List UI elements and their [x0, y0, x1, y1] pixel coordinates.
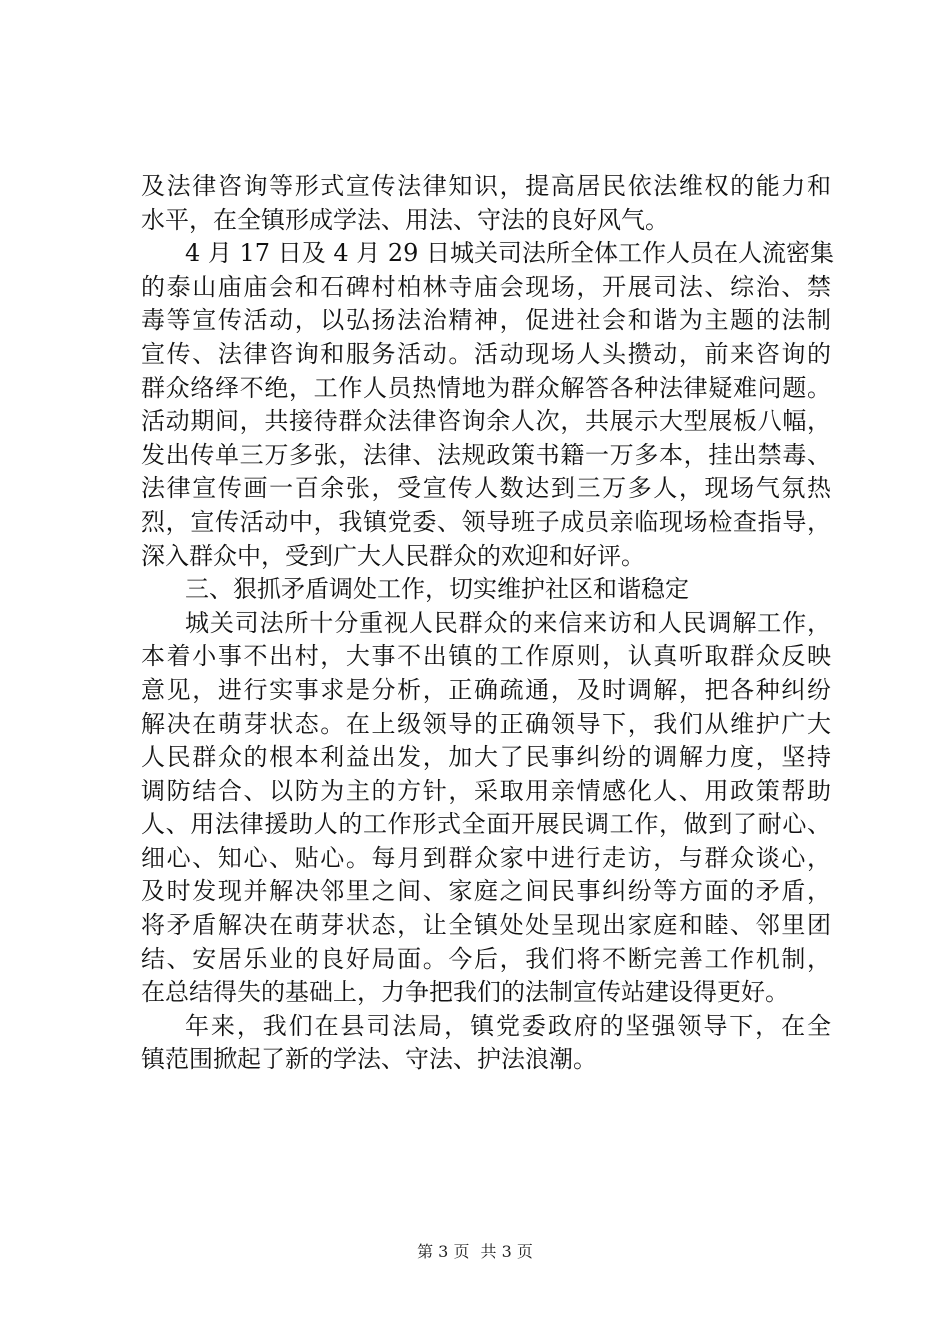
text-line: 发出传单三万多张，法律、法规政策书籍一万多本，挂出禁毒、 [141, 440, 831, 469]
text-line: 镇范围掀起了新的学法、守法、护法浪潮。 [141, 1045, 597, 1074]
text-line: 细心、知心、贴心。每月到群众家中进行走访，与群众谈心， [141, 843, 831, 872]
text-line: 深入群众中，受到广大人民群众的欢迎和好评。 [141, 541, 645, 570]
text-line: 结、安居乐业的良好局面。今后，我们将不断完善工作机制， [141, 944, 831, 973]
text-line: 将矛盾解决在萌芽状态，让全镇处处呈现出家庭和睦、邻里团 [141, 911, 831, 940]
text-line: 解决在萌芽状态。在上级领导的正确领导下，我们从维护广大 [141, 709, 831, 738]
page-total: 共 3 页 [480, 1242, 533, 1261]
text-line: 意见，进行实事求是分析，正确疏通，及时调解，把各种纠纷 [141, 675, 831, 704]
text-line: 活动期间，共接待群众法律咨询余人次，共展示大型展板八幅， [141, 407, 831, 436]
page-number: 第 3 页 [417, 1242, 470, 1261]
text-line: 的泰山庙庙会和石碑村柏林寺庙会现场，开展司法、综治、禁 [141, 272, 831, 301]
text-line: 及法律咨询等形式宣传法律知识，提高居民依法维权的能力和 [141, 172, 831, 200]
text-line: 群众络绎不绝，工作人员热情地为群众解答各种法律疑难问题。 [141, 373, 831, 402]
text-line: 调防结合、以防为主的方针，采取用亲情感化人、用政策帮助 [141, 776, 831, 805]
text-line: 水平，在全镇形成学法、用法、守法的良好风气。 [141, 205, 669, 234]
text-line: 4 月 17 日及 4 月 29 日城关司法所全体工作人员在人流密集 [185, 239, 835, 268]
text-line: 及时发现并解决邻里之间、家庭之间民事纠纷等方面的矛盾， [141, 877, 831, 906]
text-line: 毒等宣传活动，以弘扬法治精神，促进社会和谐为主题的法制 [141, 306, 831, 335]
text-line: 人、用法律援助人的工作形式全面开展民调工作，做到了耐心、 [141, 810, 831, 839]
text-line: 人民群众的根本利益出发，加大了民事纠纷的调解力度，坚持 [141, 743, 831, 772]
text-line: 年来，我们在县司法局，镇党委政府的坚强领导下，在全 [185, 1011, 831, 1040]
text-line: 烈，宣传活动中，我镇党委、领导班子成员亲临现场检查指导， [141, 507, 831, 536]
page-footer [0, 1240, 950, 1264]
body-text [141, 170, 835, 1077]
text-line: 在总结得失的基础上，力争把我们的法制宣传站建设得更好。 [141, 978, 789, 1007]
section-heading: 三、狠抓矛盾调处工作，切实维护社区和谐稳定 [185, 575, 689, 604]
text-line: 宣传、法律咨询和服务活动。活动现场人头攒动，前来咨询的 [141, 339, 831, 368]
text-line: 法律宣传画一百余张，受宣传人数达到三万多人，现场气氛热 [141, 474, 831, 503]
text-line: 本着小事不出村，大事不出镇的工作原则，认真听取群众反映 [141, 642, 831, 671]
text-line: 城关司法所十分重视人民群众的来信来访和人民调解工作， [185, 608, 831, 637]
